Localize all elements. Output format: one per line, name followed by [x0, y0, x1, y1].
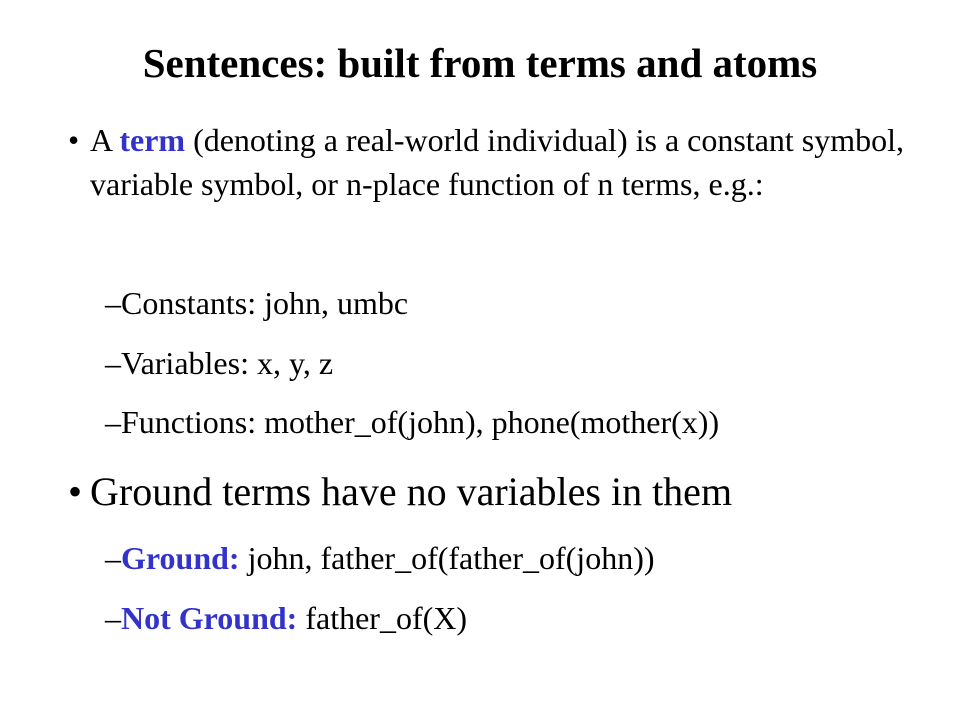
sub-item-text: Functions: mother_of(john), phone(mother(x)) [121, 404, 720, 440]
term-keyword: term [119, 122, 186, 158]
bullet-rest: (denoting a real-world individual) is a constant symbol, variable symbol, or n-place function of n terms, e.g.: [90, 122, 905, 202]
sub-item-ground [105, 538, 945, 578]
dash-icon: – [105, 540, 121, 576]
not-ground-label: Not Ground: [121, 600, 298, 636]
sub-item-text: Constants: john, umbc [121, 285, 409, 321]
sub-item-constants [105, 283, 945, 323]
bullet-icon: • [68, 122, 80, 158]
slide-title: Sentences: built from terms and atoms [142, 40, 818, 86]
dash-icon: – [105, 600, 121, 636]
sub-item-variables [105, 343, 945, 383]
bullet-term-definition [68, 118, 928, 206]
sub-item-functions [105, 402, 945, 442]
dash-icon: – [105, 285, 121, 321]
bullet-text: Ground terms have no variables in them [90, 469, 733, 514]
dash-icon: – [105, 345, 121, 381]
ground-label: Ground: [121, 540, 240, 576]
bullet-icon: • [68, 469, 83, 514]
sub-item-text: john, father_of(father_of(john)) [239, 540, 655, 576]
sub-item-text: father_of(X) [297, 600, 468, 636]
sub-item-not-ground [105, 598, 945, 638]
dash-icon: – [105, 404, 121, 440]
bullet-text [90, 118, 928, 206]
bullet-ground-terms [68, 468, 928, 516]
sub-item-text: Variables: x, y, z [121, 345, 334, 381]
bullet-prefix: A [90, 122, 120, 158]
